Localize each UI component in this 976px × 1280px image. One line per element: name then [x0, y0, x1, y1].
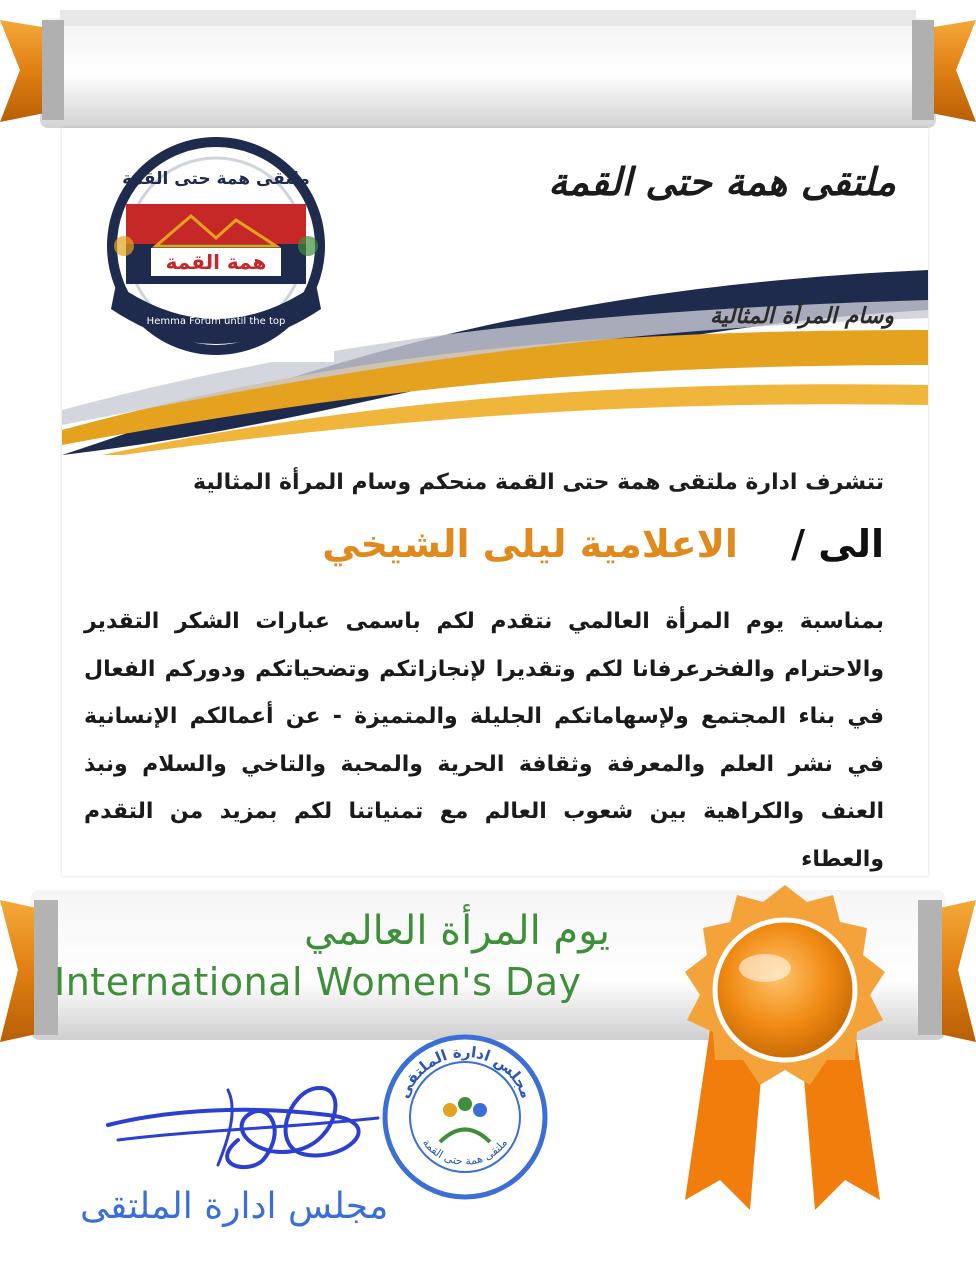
womens-day-arabic: يوم المرأة العالمي	[304, 908, 610, 954]
certificate-body: بمناسبة يوم المرأة العالمي نتقدم لكم باسمى عبارات الشكر التقدير والاحترام والفخرعرفانا لكم وتقديرا لإنجازاتكم وتضحياتكم ودوركم الفعال في بناء المجتمع ولإسهاماتكم الجليلة والمتميزة - عن أعمالكم الإنسانية في نشر العلم والمعرفة وثقافة الحرية والمحبة والتاخي والسلام ونبذ العنف والكراهية بين شعوب العالم مع تمنياتنا لكم بمزيد من التقدم والعطاء	[84, 609, 884, 872]
award-medal-icon	[640, 880, 930, 1280]
scroll-top-roll	[0, 0, 976, 130]
forum-title: ملتقى همة حتى القمة	[548, 160, 896, 204]
council-signature-label: مجلس ادارة الملتقى	[80, 1186, 389, 1227]
svg-text:ملتقى همة حتى القمة: ملتقى همة حتى القمة	[122, 169, 310, 189]
svg-text:Hemma Forum until the top: Hemma Forum until the top	[146, 316, 286, 327]
recipient-name: الاعلامية ليلى الشيخي	[322, 522, 738, 566]
recipient-line	[84, 522, 884, 566]
intro-line: تتشرف ادارة ملتقى همة حتى القمة منحكم وسام المرأة المثالية	[192, 470, 884, 495]
to-label: الى /	[791, 522, 884, 566]
signature-image	[88, 1070, 398, 1180]
womens-day-english: International Women's Day	[54, 960, 582, 1004]
svg-text:ملتقى همة حتى القمة: ملتقى همة حتى القمة	[419, 1136, 511, 1168]
forum-logo	[96, 134, 334, 362]
award-name: وسام المرأة المثالية	[709, 304, 894, 329]
council-stamp-icon	[380, 1032, 550, 1202]
svg-text:مجلس ادارة الملتقى: مجلس ادارة الملتقى	[394, 1042, 536, 1101]
svg-text:همة القمة: همة القمة	[165, 250, 267, 274]
